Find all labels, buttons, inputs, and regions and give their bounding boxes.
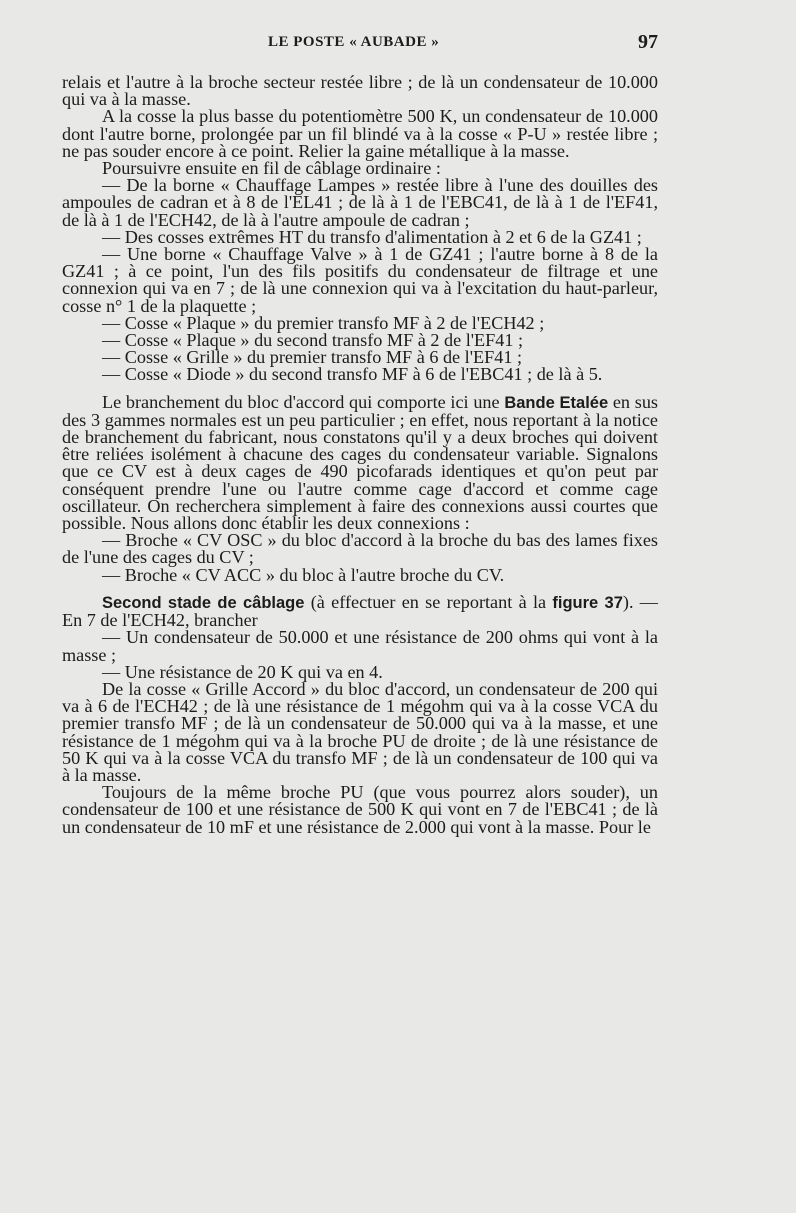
body-text — [62, 74, 658, 836]
paragraph: A la cosse la plus basse du potentiomètre 500 K, un condensateur de 10.000 dont l'autre borne, prolongée par un fil blindé va à la cosse « P-U » restée libre ; ne pas souder encore à ce point. Relier la gaine métallique à la masse. — [62, 106, 658, 161]
paragraph — [62, 591, 658, 631]
text-run: en sus des 3 gammes normales est un peu particulier ; en effet, nous reportant à la notice de branchement du fabricant, nous constatons qu'il y a deux broches qui doivent être reliées isolément à chacune des cages du condensateur variable. Signalons que ce CV est à deux cages de 490 picofarads identiques et qu'on peut par conséquent prendre l'une ou l'autre comme cage d'accord et comme cage oscillateur. On recherchera simplement à faire des connexions aussi courtes que possible. Nous allons donc établir les deux connexions : — [62, 391, 659, 534]
page-header — [268, 31, 658, 58]
list-item: — Cosse « Diode » du second transfo MF à 6 de l'EBC41 ; de là à 5. — [102, 364, 603, 385]
paragraph: Poursuivre ensuite en fil de câblage ordinaire : — [102, 158, 441, 179]
page-number: 97 — [638, 31, 658, 53]
paragraph — [62, 391, 659, 534]
list-item: — Cosse « Plaque » du premier transfo MF à 2 de l'ECH42 ; — [102, 312, 545, 333]
paragraph: De la cosse « Grille Accord » du bloc d'accord, un condensateur de 200 qui va à 6 de l'ECH42 ; de là une résistance de 1 mégohm qui va à la cosse VCA du premier transfo MF ; de là un condensateur de 50.000 qui va à la masse, et une résistance de 1 mégohm qui va à la broche PU de droite ; de là une résistance de 50 K qui va à la cosse VCA du transfo MF ; de là un condensateur de 100 qui va à la masse. — [62, 678, 658, 785]
bold-term: Bande Etalée — [504, 393, 609, 412]
text-run: (à effectuer en se reportant à la — [304, 591, 553, 612]
list-item: — Cosse « Plaque » du second transfo MF à 2 de l'EF41 ; — [102, 330, 524, 351]
paragraph: relais et l'autre à la broche secteur restée libre ; de là un condensateur de 10.000 qui va à la masse. — [62, 72, 658, 110]
text-run: ). — En 7 de l'ECH42, brancher — [62, 591, 658, 631]
list-item: — Broche « CV OSC » du bloc d'accord à la broche du bas des lames fixes de l'une des cages du CV ; — [62, 530, 658, 568]
text-run: Le branchement du bloc d'accord qui comporte ici une — [102, 391, 505, 412]
list-item: — Des cosses extrêmes HT du transfo d'alimentation à 2 et 6 de la GZ41 ; — [102, 226, 642, 247]
list-item: — Une résistance de 20 K qui va en 4. — [102, 661, 383, 682]
figure-reference: figure 37 — [552, 593, 623, 612]
list-item: — Broche « CV ACC » du bloc à l'autre broche du CV. — [102, 564, 505, 585]
paragraph: Toujours de la même broche PU (que vous pourrez alors souder), un condensateur de 100 et une résistance de 500 K qui vont en 7 de l'EBC41 ; de là un condensateur de 10 mF et une résistance de 2.000 qui vont à la masse. Pour le — [62, 782, 658, 837]
section-heading: Second stade de câblage — [102, 593, 305, 612]
list-item: — Une borne « Chauffage Valve » à 1 de GZ41 ; l'autre borne à 8 de la GZ41 ; à ce point, l'un des fils positifs du condensateur de filtrage et une connexion qui va en 7 ; de là une connexion qui va à l'excitation du haut-parleur, cosse n° 1 de la plaquette ; — [62, 244, 658, 316]
list-item: — Cosse « Grille » du premier transfo MF à 6 de l'EF41 ; — [102, 347, 523, 368]
list-item: — Un condensateur de 50.000 et une résistance de 200 ohms qui vont à la masse ; — [62, 627, 658, 665]
running-title: LE POSTE « AUBADE » — [268, 34, 440, 50]
list-item: — De la borne « Chauffage Lampes » restée libre à l'une des douilles des ampoules de cadran et à 8 de l'EL41 ; de là à 1 de l'EBC41, de là à 1 de l'EF41, de là à 1 de l'ECH42, de là à l'autre ampoule de cadran ; — [62, 175, 658, 230]
